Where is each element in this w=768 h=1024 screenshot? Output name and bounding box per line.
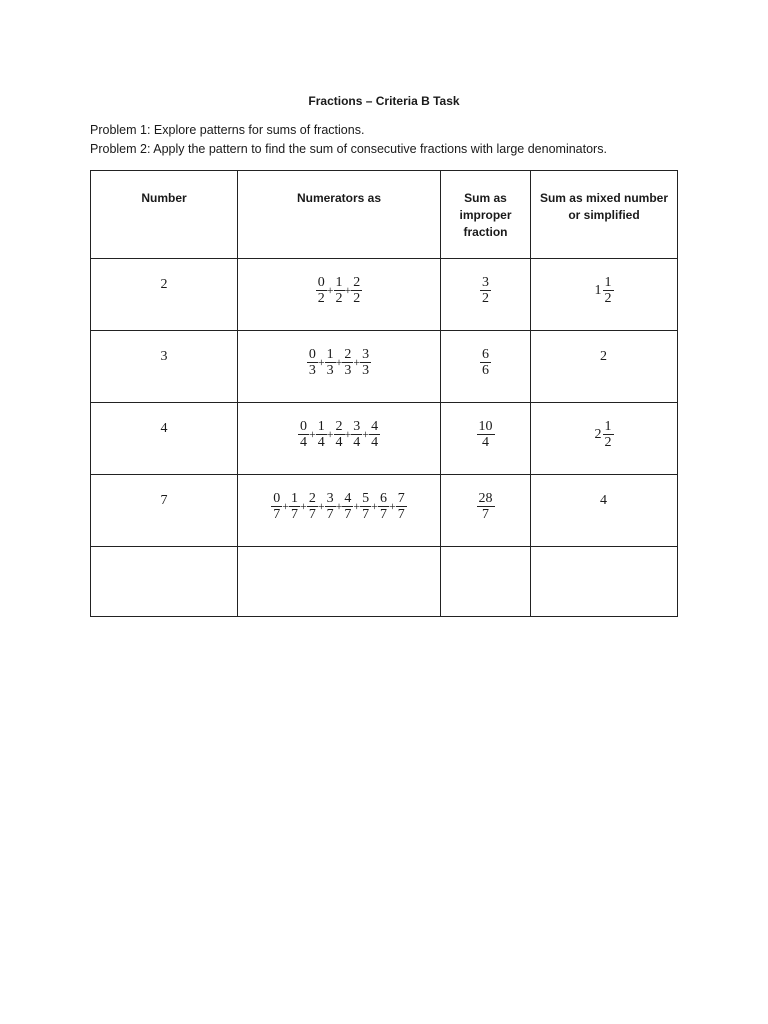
mixed-cell xyxy=(531,403,678,475)
numerator: 3 xyxy=(353,419,361,434)
table-row xyxy=(91,259,678,331)
improper-fraction xyxy=(441,475,530,522)
problem-1-text: Problem 1: Explore patterns for sums of fractions. xyxy=(90,123,365,137)
number-cell xyxy=(91,547,238,617)
numerator: 3 xyxy=(326,491,334,506)
header-number: Number xyxy=(141,191,187,205)
numerator: 0 xyxy=(308,347,316,362)
denominator: 2 xyxy=(353,291,361,306)
fraction xyxy=(316,275,327,306)
denominator: 7 xyxy=(482,507,489,522)
whole-part: 1 xyxy=(594,282,602,298)
improper-cell xyxy=(441,403,531,475)
denominator: 3 xyxy=(308,363,316,378)
fraction xyxy=(480,275,491,306)
improper-fraction xyxy=(441,259,530,306)
fraction xyxy=(325,491,336,522)
denominator: 7 xyxy=(308,507,316,522)
denominator: 3 xyxy=(326,363,334,378)
plus-sign: + xyxy=(335,499,343,513)
fraction xyxy=(298,419,309,450)
header-cell xyxy=(91,171,238,259)
denominator: 2 xyxy=(335,291,343,306)
header-cell xyxy=(531,171,678,259)
denominator: 2 xyxy=(482,291,489,306)
fraction xyxy=(334,275,345,306)
header-numerators: Numerators as xyxy=(296,191,382,205)
plus-sign: + xyxy=(344,283,352,297)
plus-sign: + xyxy=(308,427,316,441)
denominator: 4 xyxy=(482,435,489,450)
numerators-cell xyxy=(238,259,441,331)
header-mixed: Sum as mixed number or simplified xyxy=(539,191,669,222)
plus-sign: + xyxy=(317,499,325,513)
numerator: 2 xyxy=(335,419,343,434)
header-cell xyxy=(238,171,441,259)
table-header-row xyxy=(91,171,678,259)
fractions-table xyxy=(90,170,678,617)
fraction xyxy=(316,419,327,450)
improper-fraction xyxy=(441,403,530,450)
denominator: 4 xyxy=(371,435,379,450)
mixed-number xyxy=(531,403,677,450)
number-cell xyxy=(91,475,238,547)
fraction xyxy=(369,419,380,450)
numerator: 1 xyxy=(604,419,612,434)
mixed-value xyxy=(595,419,614,450)
numerator: 0 xyxy=(273,491,281,506)
fraction xyxy=(351,275,362,306)
improper-cell xyxy=(441,475,531,547)
fraction-sum xyxy=(307,347,371,378)
header-improper: Sum as improper fraction xyxy=(459,191,512,239)
fraction xyxy=(360,491,371,522)
numerator: 1 xyxy=(604,275,612,290)
improper-fraction xyxy=(441,547,530,563)
plus-sign: + xyxy=(300,499,307,513)
fraction xyxy=(334,419,345,450)
fraction xyxy=(325,347,336,378)
numerators-cell xyxy=(238,403,441,475)
denominator: 7 xyxy=(291,507,299,522)
plus-sign: + xyxy=(362,427,370,441)
denominator: 4 xyxy=(299,435,307,450)
number-cell xyxy=(91,331,238,403)
denominator: 4 xyxy=(317,435,325,450)
plus-sign: + xyxy=(353,499,361,513)
numerators-expression xyxy=(238,331,440,378)
whole-part: 2 xyxy=(600,349,607,364)
table-row xyxy=(91,475,678,547)
page-title: Fractions – Criteria B Task xyxy=(308,94,460,108)
mixed-value xyxy=(600,349,608,365)
mixed-value xyxy=(600,493,608,509)
mixed-number xyxy=(531,547,677,563)
plus-sign: + xyxy=(282,499,290,513)
denominator: 4 xyxy=(353,435,361,450)
table-row xyxy=(91,331,678,403)
numerator: 3 xyxy=(362,347,370,362)
numerators-cell xyxy=(238,547,441,617)
numerator: 2 xyxy=(344,347,352,362)
denominator: 2 xyxy=(604,435,612,450)
denominator: 7 xyxy=(362,507,370,522)
numerators-expression xyxy=(238,259,440,306)
denominator: 6 xyxy=(482,363,489,378)
numerators-expression xyxy=(238,475,440,522)
mixed-value xyxy=(595,275,614,306)
table-row xyxy=(91,547,678,617)
denominator: 7 xyxy=(273,507,281,522)
denominator: 7 xyxy=(344,507,352,522)
number-cell xyxy=(91,403,238,475)
fraction-sum xyxy=(271,491,406,522)
fraction xyxy=(307,491,318,522)
plus-sign: + xyxy=(371,499,378,513)
numerator: 1 xyxy=(335,275,343,290)
fraction xyxy=(307,347,318,378)
improper-cell xyxy=(441,331,531,403)
denominator: 4 xyxy=(335,435,343,450)
improper-cell xyxy=(441,547,531,617)
mixed-number xyxy=(531,475,677,509)
row-number: 2 xyxy=(160,277,168,292)
improper-cell xyxy=(441,259,531,331)
number-cell xyxy=(91,259,238,331)
numerator: 1 xyxy=(326,347,334,362)
mixed-cell xyxy=(531,475,678,547)
fraction xyxy=(289,491,300,522)
numerator: 1 xyxy=(291,491,299,506)
numerators-expression xyxy=(238,547,440,579)
plus-sign: + xyxy=(388,499,396,513)
numerators-expression xyxy=(238,403,440,450)
table-row xyxy=(91,403,678,475)
fraction xyxy=(378,491,389,522)
mixed-number xyxy=(531,331,677,365)
denominator: 3 xyxy=(344,363,352,378)
plus-sign: + xyxy=(353,355,361,369)
numerators-cell xyxy=(238,331,441,403)
problem-2-text: Problem 2: Apply the pattern to find the sum of consecutive fractions with large denominators. xyxy=(90,142,607,156)
numerator: 6 xyxy=(482,347,489,362)
numerator: 4 xyxy=(344,491,352,506)
numerator: 6 xyxy=(379,491,387,506)
whole-part: 4 xyxy=(600,493,607,508)
numerator: 3 xyxy=(482,275,489,290)
mixed-cell xyxy=(531,259,678,331)
fraction xyxy=(603,275,614,306)
numerators-cell xyxy=(238,475,441,547)
whole-part: 2 xyxy=(594,426,602,442)
fraction xyxy=(477,491,495,522)
denominator: 3 xyxy=(362,363,370,378)
mixed-cell xyxy=(531,331,678,403)
header-cell xyxy=(441,171,531,259)
improper-fraction xyxy=(441,331,530,378)
plus-sign: + xyxy=(326,283,334,297)
fraction-sum xyxy=(316,275,363,306)
row-number: 4 xyxy=(160,421,168,436)
denominator: 7 xyxy=(326,507,334,522)
row-number xyxy=(91,547,237,565)
row-number: 3 xyxy=(160,349,168,364)
denominator: 2 xyxy=(604,291,612,306)
fraction xyxy=(351,419,362,450)
mixed-number xyxy=(531,259,677,306)
plus-sign: + xyxy=(326,427,334,441)
row-number: 7 xyxy=(160,493,168,508)
denominator: 7 xyxy=(379,507,387,522)
numerator: 2 xyxy=(308,491,316,506)
fraction xyxy=(480,347,491,378)
numerator: 7 xyxy=(397,491,405,506)
fraction xyxy=(603,419,614,450)
numerator: 10 xyxy=(478,419,493,434)
fraction xyxy=(477,419,495,450)
denominator: 7 xyxy=(397,507,405,522)
numerator: 0 xyxy=(317,275,325,290)
numerator: 0 xyxy=(299,419,307,434)
table-body xyxy=(91,259,678,617)
plus-sign: + xyxy=(344,427,352,441)
plus-sign: + xyxy=(335,355,343,369)
fraction xyxy=(271,491,282,522)
fraction xyxy=(396,491,407,522)
plus-sign: + xyxy=(317,355,325,369)
mixed-cell xyxy=(531,547,678,617)
numerator: 1 xyxy=(317,419,325,434)
numerator: 5 xyxy=(362,491,370,506)
numerator: 4 xyxy=(371,419,379,434)
fraction xyxy=(342,491,353,522)
fraction xyxy=(360,347,371,378)
denominator: 2 xyxy=(317,291,325,306)
fraction-sum xyxy=(298,419,380,450)
numerator: 28 xyxy=(478,491,493,506)
fraction xyxy=(342,347,353,378)
numerator: 2 xyxy=(353,275,361,290)
